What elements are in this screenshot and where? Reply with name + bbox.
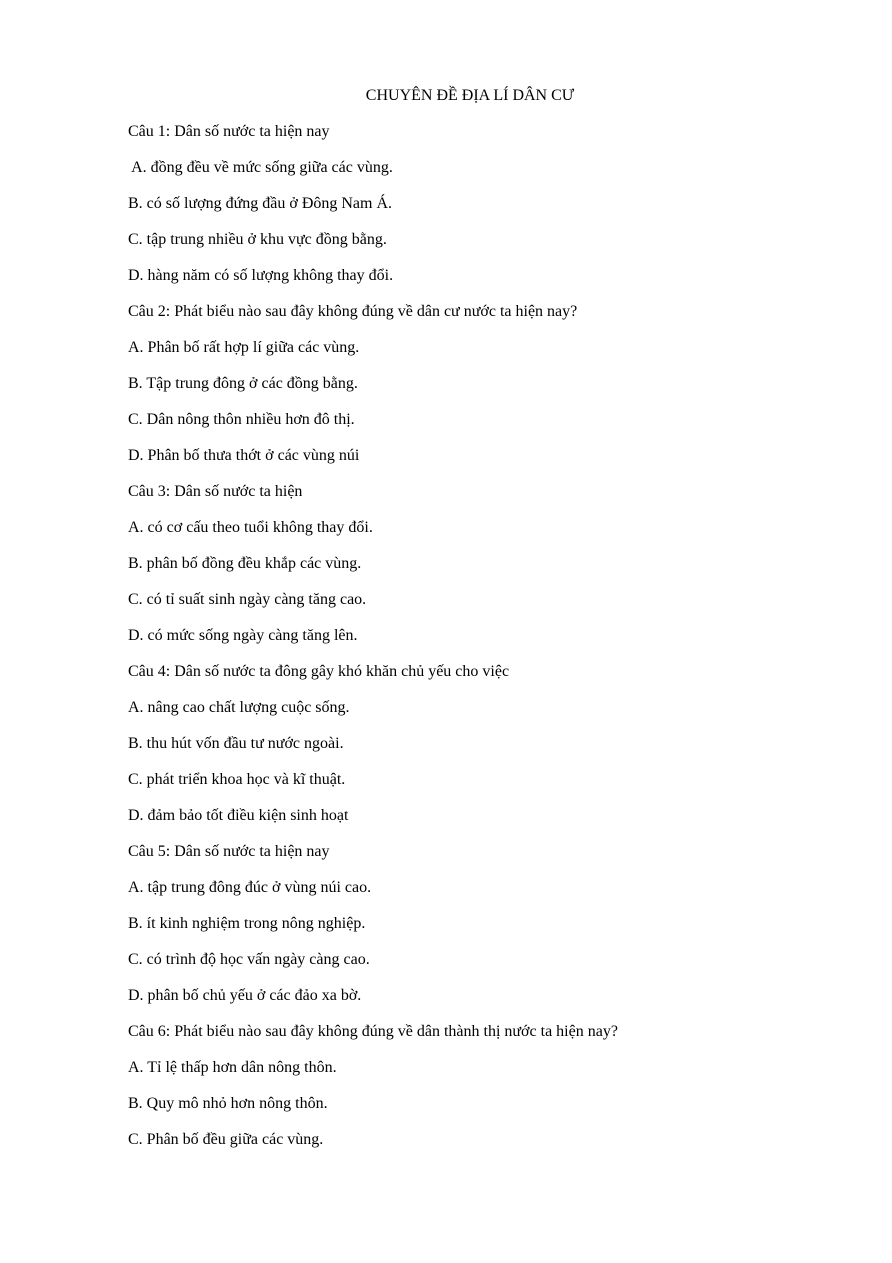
question-5-text: Câu 5: Dân số nước ta hiện nay: [128, 843, 330, 860]
question-4-option-b: B. thu hút vốn đầu tư nước ngoài.: [128, 735, 344, 752]
question-2-option-a: A. Phân bố rất hợp lí giữa các vùng.: [128, 339, 360, 356]
question-4-text: Câu 4: Dân số nước ta đông gây khó khăn chủ yếu cho việc: [128, 663, 510, 680]
question-2-option-c: C. Dân nông thôn nhiều hơn đô thị.: [128, 411, 355, 428]
question-6-option-c: C. Phân bố đều giữa các vùng.: [128, 1131, 324, 1148]
question-1-text: Câu 1: Dân số nước ta hiện nay: [128, 123, 330, 140]
question-2-option-d: D. Phân bố thưa thớt ở các vùng núi: [128, 447, 360, 464]
question-6-text: Câu 6: Phát biểu nào sau đây không đúng về dân thành thị nước ta hiện nay?: [128, 1023, 618, 1040]
question-4-option-a: A. nâng cao chất lượng cuộc sống.: [128, 699, 350, 716]
document-title: CHUYÊN ĐỀ ĐỊA LÍ DÂN CƯ: [365, 87, 575, 104]
question-1-option-d: D. hàng năm có số lượng không thay đổi.: [128, 267, 394, 284]
question-2-text: Câu 2: Phát biểu nào sau đây không đúng về dân cư nước ta hiện nay?: [128, 303, 578, 320]
question-5-option-d: D. phân bố chủ yếu ở các đảo xa bờ.: [128, 987, 362, 1004]
question-5-option-a: A. tập trung đông đúc ở vùng núi cao.: [128, 879, 372, 896]
question-5-option-b: B. ít kinh nghiệm trong nông nghiệp.: [128, 915, 366, 932]
question-1-option-a: A. đồng đều về mức sống giữa các vùng.: [128, 159, 393, 176]
question-5-option-c: C. có trình độ học vấn ngày càng cao.: [128, 951, 370, 968]
question-3-text: Câu 3: Dân số nước ta hiện: [128, 483, 303, 500]
question-1-option-c: C. tập trung nhiều ở khu vực đồng bằng.: [128, 231, 387, 248]
question-3-option-a: A. có cơ cấu theo tuổi không thay đổi.: [128, 519, 373, 536]
question-3-option-d: D. có mức sống ngày càng tăng lên.: [128, 627, 358, 644]
question-list: [128, 120, 852, 1164]
question-3-option-b: B. phân bố đồng đều khắp các vùng.: [128, 555, 362, 572]
question-4-option-d: D. đảm bảo tốt điều kiện sinh hoạt: [128, 807, 349, 824]
question-6-option-a: A. Tỉ lệ thấp hơn dân nông thôn.: [128, 1059, 337, 1076]
question-1-option-b: B. có số lượng đứng đầu ở Đông Nam Á.: [128, 195, 393, 212]
question-2-option-b: B. Tập trung đông ở các đồng bằng.: [128, 375, 358, 392]
question-6-option-b: B. Quy mô nhỏ hơn nông thôn.: [128, 1095, 328, 1112]
question-4-option-c: C. phát triển khoa học và kĩ thuật.: [128, 771, 346, 788]
question-3-option-c: C. có tỉ suất sinh ngày càng tăng cao.: [128, 591, 367, 608]
